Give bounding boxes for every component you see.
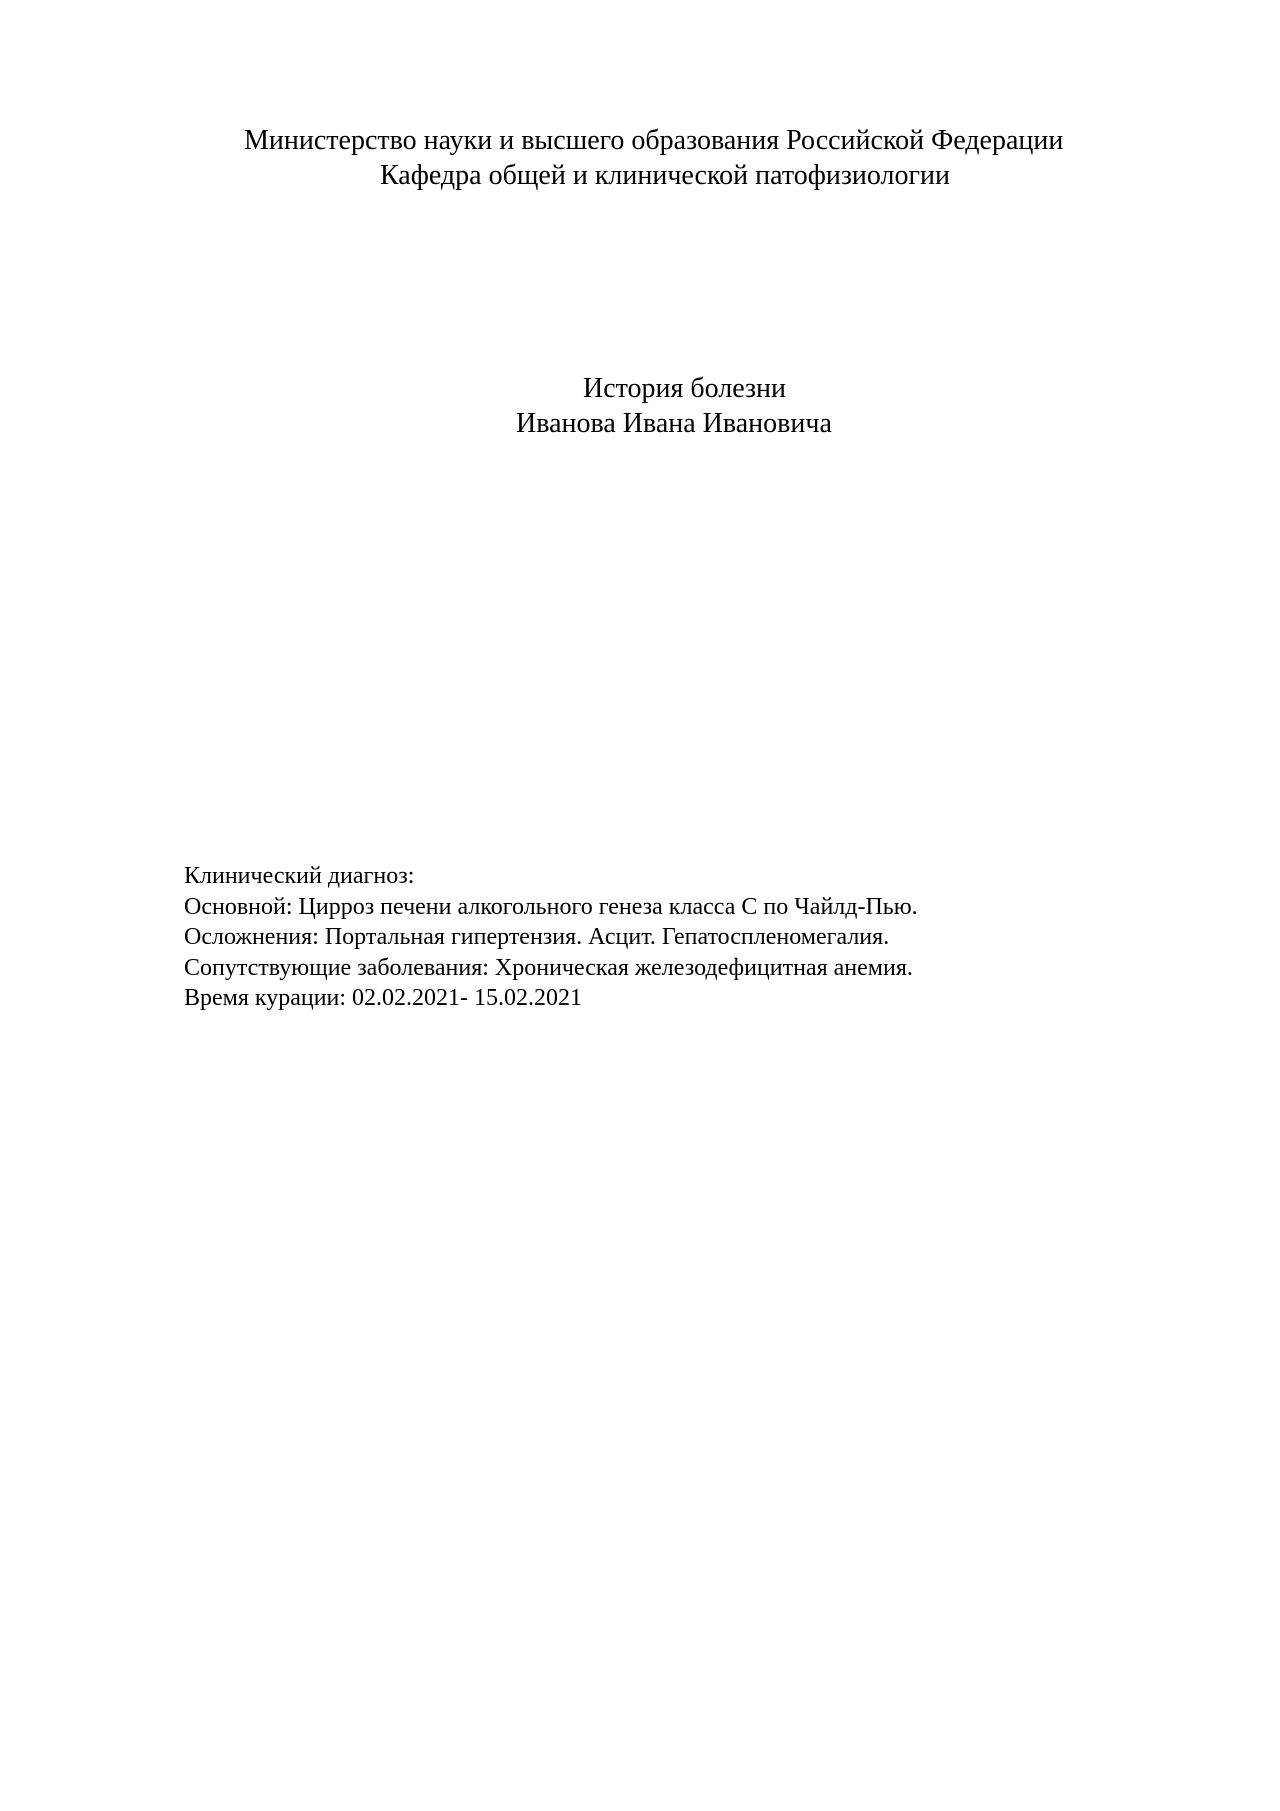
main-diagnosis: Основной: Цирроз печени алкогольного генеза класса С по Чайлд-Пью. (184, 893, 918, 920)
clinical-diagnosis-section (184, 861, 918, 1014)
diagnosis-heading: Клинический диагноз: (184, 863, 415, 889)
ministry-name: Министерство науки и высшего образования Российской Федерации (244, 125, 1064, 156)
patient-name: Иванова Ивана Ивановича (516, 408, 832, 439)
curation-period: Время курации: 02.02.2021- 15.02.2021 (184, 985, 583, 1011)
document-title: История болезни (583, 373, 787, 404)
comorbidities: Сопутствующие заболевания: Хроническая железодефицитная анемия. (184, 954, 913, 981)
department-name: Кафедра общей и клинической патофизиологии (380, 160, 950, 191)
complications: Осложнения: Портальная гипертензия. Асцит. Гепатоспленомегалия. (184, 924, 890, 950)
